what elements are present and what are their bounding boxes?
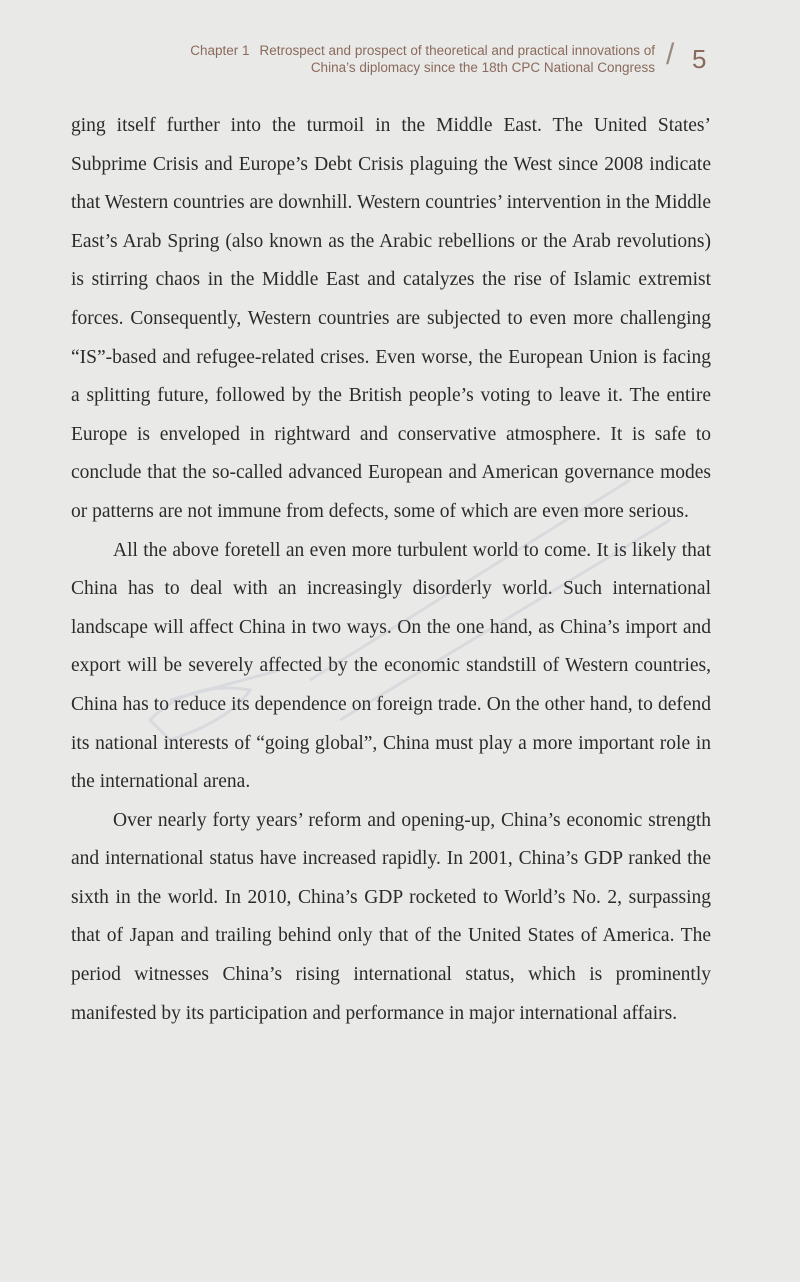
chapter-label: Chapter 1 [190,43,250,58]
header-text [190,42,655,76]
paragraph-1: ging itself further into the turmoil in the Middle East. The United States’ Subprime Crisis and Europe’s Debt Crisis plaguing the West since 2008 indicate that Western countries are downhill. Western countries’ intervention in the Middle East’s Arab Spring (also known as the Arabic rebellions or the Arab revolutions) is stirring chaos in the Middle East and catalyzes the rise of Islamic extremist forces. Consequently, Western countries are subjected to even more challenging “IS”-based and refugee-related crises. Even worse, the European Union is facing a splitting future, followed by the British people’s voting to leave it. The entire Europe is enveloped in rightward and conservative atmosphere. It is safe to conclude that the so-called advanced European and American governance modes or patterns are not immune from defects, some of which are even more serious. [71,115,711,522]
paragraph-2: All the above foretell an even more turbulent world to come. It is likely that China has to deal with an increasingly disorderly world. Such international landscape will affect China in two ways. On the one hand, as China’s import and export will be severely affected by the economic standstill of Western countries, China has to reduce its dependence on foreign trade. On the other hand, to defend its national interests of “going global”, China must play a more important role in the international arena. [71,539,711,793]
page-number: 5 [692,44,707,74]
chapter-title-line-1: Retrospect and prospect of theoretical and practical innovations of [259,43,655,58]
body-text [71,107,711,1033]
running-header [0,40,800,80]
paragraph-3: Over nearly forty years’ reform and opening-up, China’s economic strength and international status have increased rapidly. In 2001, China’s GDP ranked the sixth in the world. In 2010, China’s GDP rocketed to World’s No. 2, surpassing that of Japan and trailing behind only that of the United States of America. The period witnesses China’s rising international status, which is prominently manifested by its participation and performance in major international affairs. [71,809,711,1024]
header-line-1 [190,42,655,59]
header-separator: / [666,38,675,71]
chapter-title-line-2: China’s diplomacy since the 18th CPC National Congress [310,60,655,75]
